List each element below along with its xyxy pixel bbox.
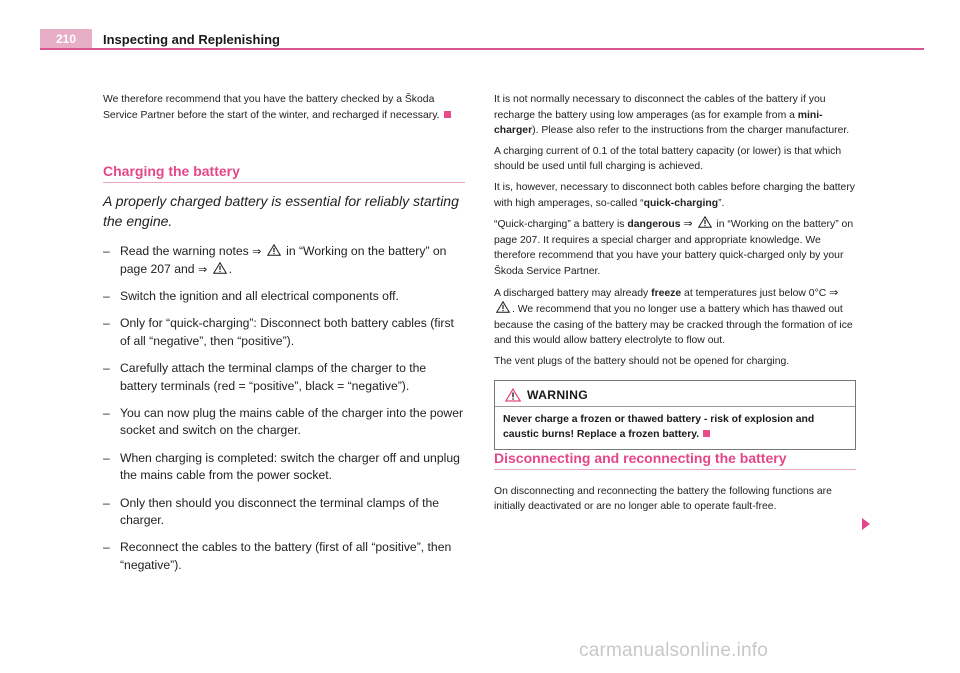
- arrow-icon: ⇒: [683, 217, 693, 231]
- warning-title: WARNING: [495, 381, 855, 407]
- warning-triangle-icon: [496, 301, 510, 313]
- step-4: – Carefully attach the terminal clamps of the charger to the battery terminals (red = “positive”, black = “negative”).: [103, 360, 465, 395]
- left-column: [103, 92, 465, 584]
- para-freeze: A discharged battery may already freeze at temperatures just below 0°C ⇒ . We recommend that you no longer use a battery which has thawed out because the casing of the battery may be cracked through the formation of ice and this would allow battery electrolyte to flow out.: [494, 285, 853, 347]
- warning-box: [494, 380, 856, 450]
- step-2: – Switch the ignition and all electrical components off.: [103, 288, 465, 305]
- step-8: – Reconnect the cables to the battery (first of all “positive”, then “negative”).: [103, 539, 465, 574]
- para-charging-current: A charging current of 0.1 of the total battery capacity (or lower) is that which should be used until full charging is achieved.: [494, 145, 842, 173]
- arrow-icon: ⇒: [252, 245, 262, 259]
- step-7: – Only then should you disconnect the terminal clamps of the charger.: [103, 495, 465, 530]
- warning-triangle-icon: [213, 262, 227, 274]
- warning-triangle-icon: [505, 388, 521, 402]
- para-dangerous: “Quick-charging” a battery is dangerous ⇒ in “Working on the battery” on page 207. It requires a special charger and appropriate knowledge. We therefore recommend that you have your battery quick-charged only by your Škoda Service Partner.: [494, 217, 854, 277]
- step-5: – You can now plug the mains cable of the charger into the power socket and switch on the charger.: [103, 405, 465, 440]
- para-disconnecting: On disconnecting and reconnecting the battery the following functions are initially deactivated or are no longer able to operate fault-free.: [494, 485, 832, 513]
- step-3: – Only for “quick-charging”: Disconnect both battery cables (first of all “negative”, then “positive”).: [103, 315, 465, 350]
- end-mark-icon: [444, 111, 451, 118]
- watermark: carmanualsonline.info: [579, 640, 769, 661]
- warning-triangle-icon: [698, 216, 712, 228]
- arrow-icon: ⇒: [829, 285, 839, 299]
- page-number: 210: [40, 29, 92, 49]
- warning-triangle-icon: [267, 244, 281, 256]
- intro-paragraph: We therefore recommend that you have the battery checked by a Škoda Service Partner before the start of the winter, and recharged if necessary.: [103, 92, 465, 123]
- heading-charging: Charging the battery: [103, 163, 465, 183]
- step-1: – Read the warning notes ⇒ in “Working on the battery” on page 207 and ⇒ .: [103, 243, 465, 278]
- lead-text: A properly charged battery is essential for reliably starting the engine.: [103, 193, 459, 230]
- warning-body: Never charge a frozen or thawed battery - risk of explosion and caustic burns! Replace a frozen battery.: [503, 413, 815, 441]
- para-mini-charger: It is not normally necessary to disconnect the cables of the battery if you recharge the battery using low amperages (as for example from a mini-charger). Please also refer to the instructions from the charger manufacturer.: [494, 94, 850, 137]
- right-column: [494, 92, 856, 520]
- heading-disconnecting: Disconnecting and reconnecting the battery: [494, 450, 856, 470]
- para-quick-charging: It is, however, necessary to disconnect both cables before charging the battery with high amperages, so-called “quick-charging”.: [494, 181, 855, 209]
- end-mark-icon: [703, 430, 710, 437]
- section-title: Inspecting and Replenishing: [103, 32, 280, 47]
- next-page-arrow-icon: [862, 518, 870, 530]
- page-header: [40, 27, 924, 49]
- para-vent-plugs: The vent plugs of the battery should not be opened for charging.: [494, 355, 790, 367]
- arrow-icon: ⇒: [197, 262, 208, 276]
- step-6: – When charging is completed: switch the charger off and unplug the mains cable from the power socket.: [103, 450, 465, 485]
- steps-list: [103, 243, 465, 574]
- header-rule: [40, 48, 924, 50]
